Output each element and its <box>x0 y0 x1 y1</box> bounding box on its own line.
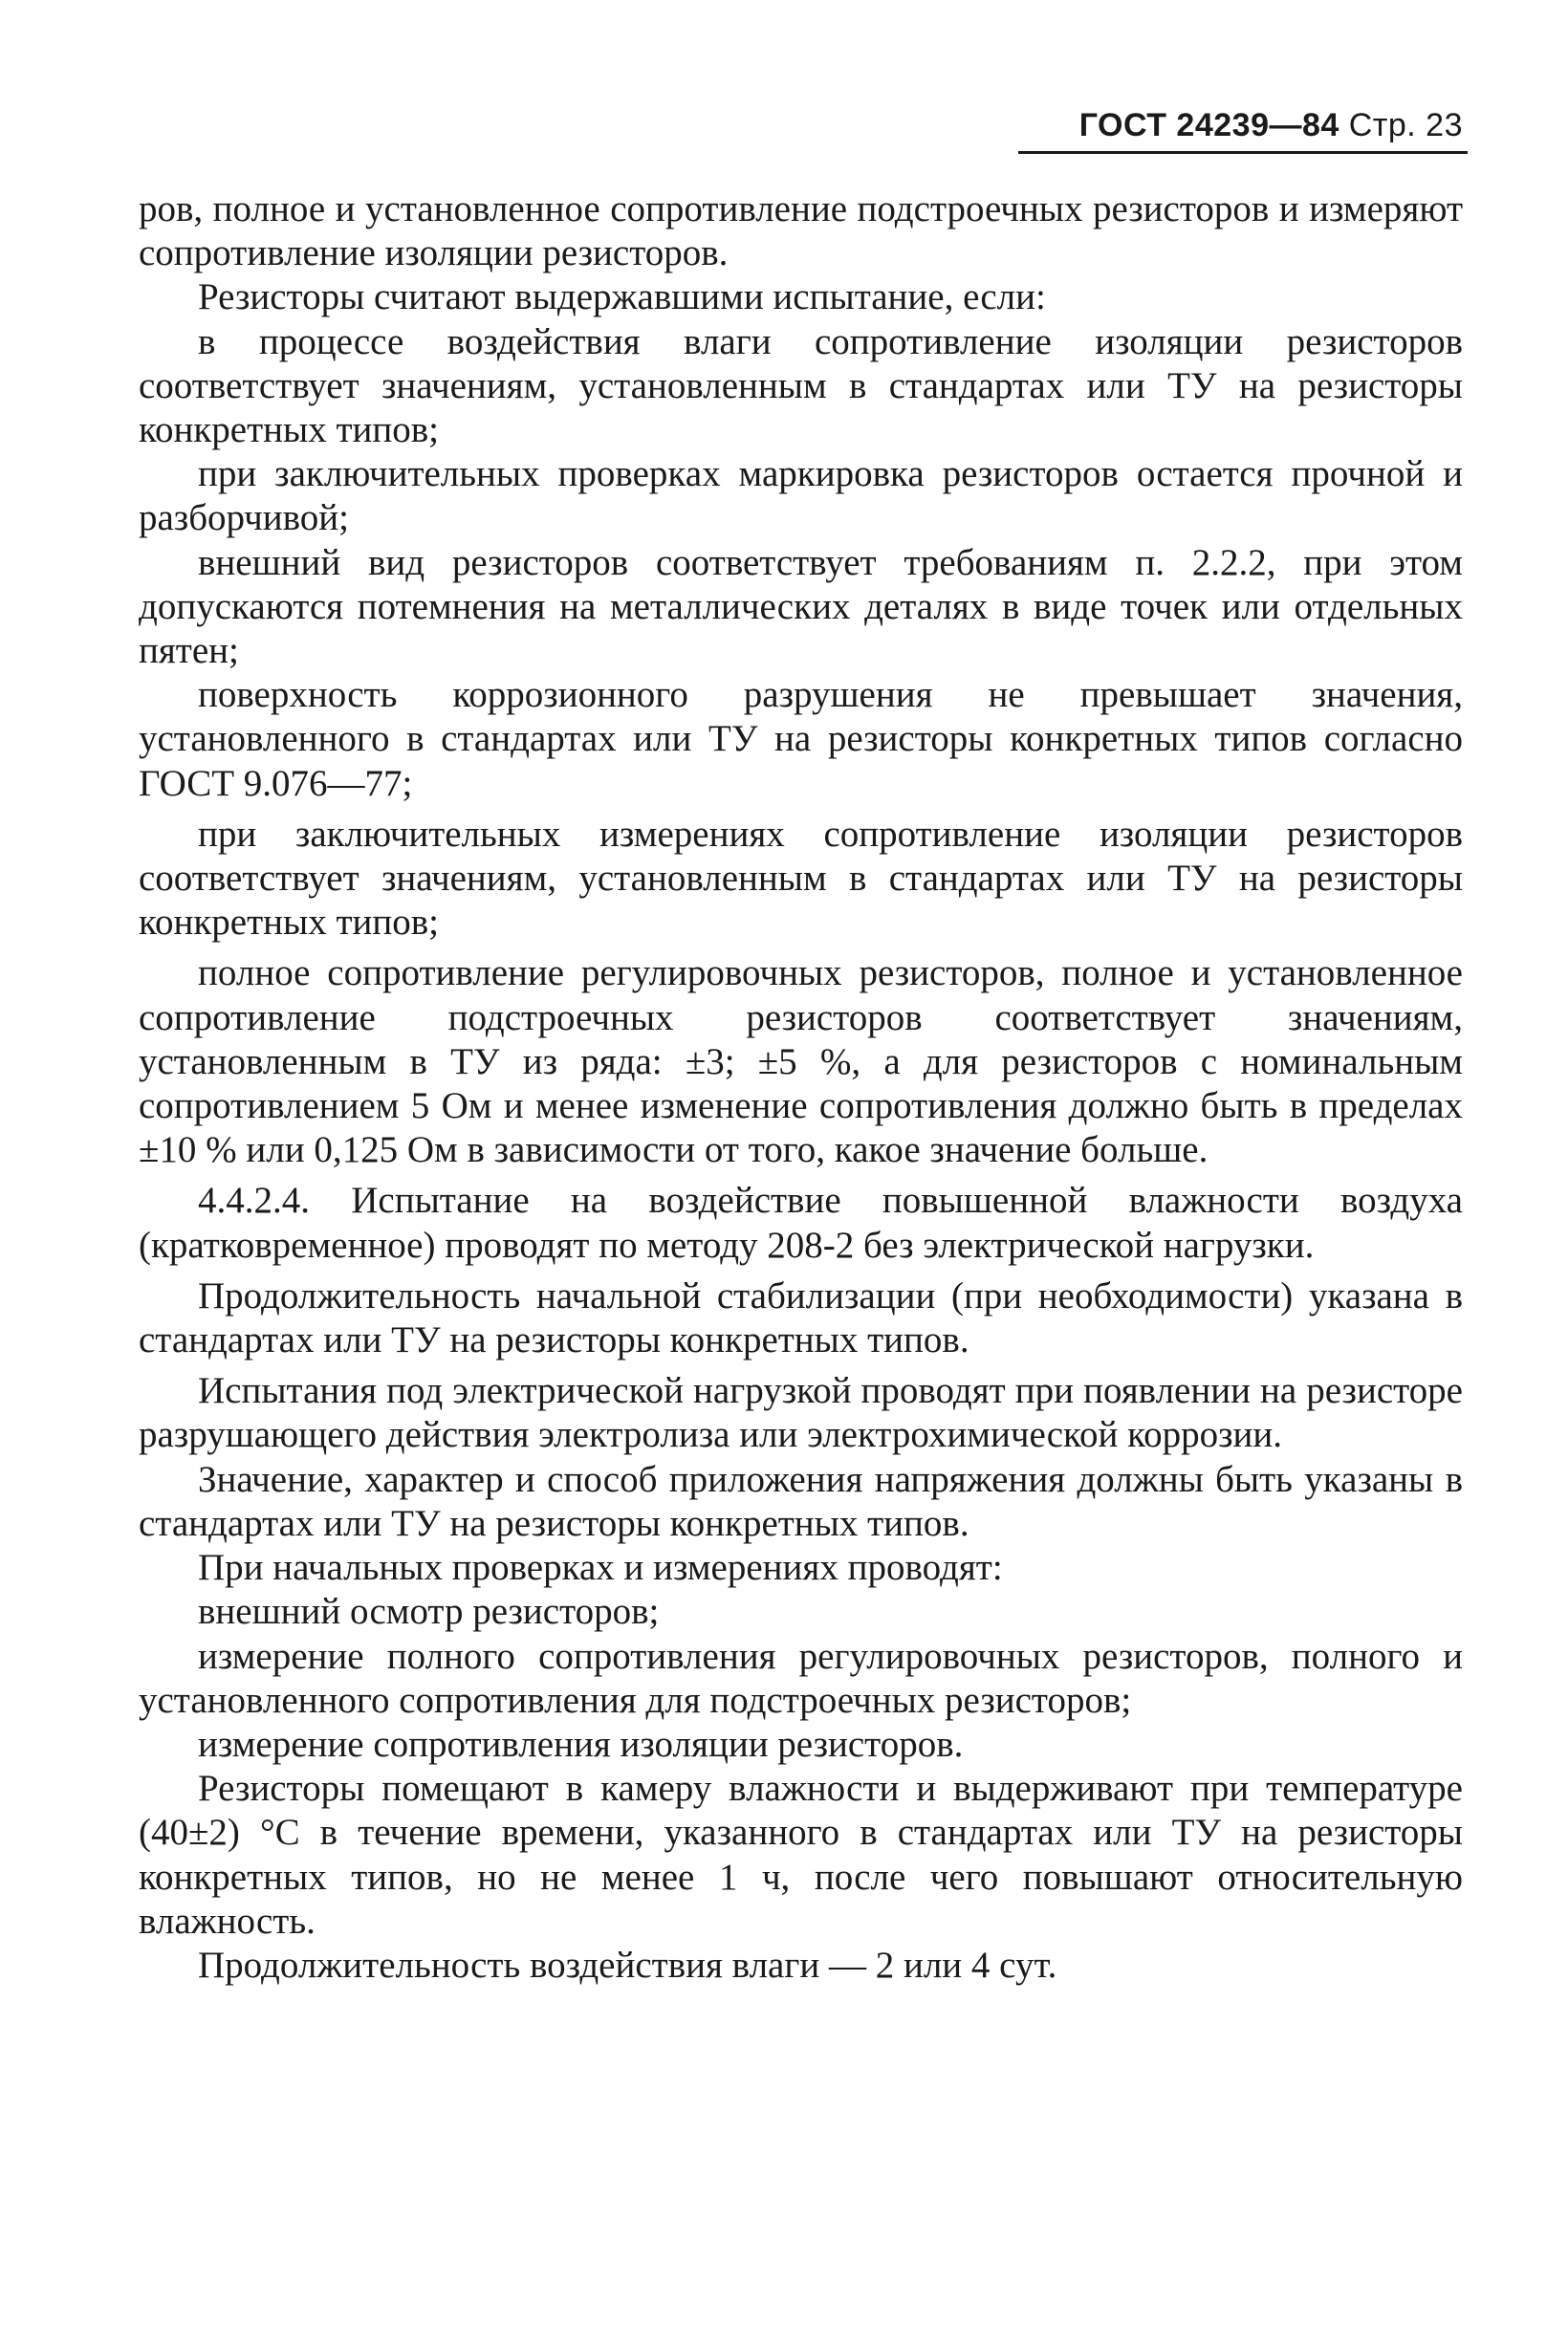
paragraph: При начальных проверках и измерениях проводят: <box>198 1547 1003 1589</box>
paragraph: измерение сопротивления изоляции резисторов. <box>198 1723 964 1765</box>
paragraph: внешний вид резисторов соответствует требованиям п. 2.2.2, при этом допускаются потемнения на металлических деталях в виде точек или отдельных пятен; <box>139 541 1463 672</box>
paragraph: ров, полное и установленное сопротивление подстроечных резисторов и измеряют сопротивление изоляции резисторов. <box>139 188 1463 274</box>
paragraph: поверхность коррозионного разрушения не превышает значения, установленного в стандартах или ТУ на резисторы конкретных типов согласно ГОСТ 9.076—77; <box>139 674 1463 804</box>
header-rule <box>1018 151 1468 154</box>
body-text <box>139 187 1463 1988</box>
paragraph: Испытания под электрической нагрузкой проводят при появлении на резисторе разрушающего действия электролиза или электрохимической коррозии. <box>139 1370 1463 1456</box>
paragraph: Значение, характер и способ приложения напряжения должны быть указаны в стандартах или ТУ на резисторы конкретных типов. <box>139 1458 1463 1544</box>
page-header <box>1079 107 1463 144</box>
paragraph: внешний осмотр резисторов; <box>198 1591 660 1633</box>
paragraph: Резисторы помещают в камеру влажности и выдерживают при температуре (40±2) °С в течение времени, указанного в стандартах или ТУ на резисторы конкретных типов, но не менее 1 ч, после чего повышают относительную влажность. <box>139 1768 1463 1942</box>
section-4-4-2-4: 4.4.2.4. Испытание на воздействие повышенной влажности воздуха (кратковременное) проводят по методу 208-2 без электрической нагрузки. <box>139 1180 1463 1266</box>
page-number: Стр. 23 <box>1348 107 1463 143</box>
paragraph: при заключительных проверках маркировка резисторов остается прочной и разборчивой; <box>139 453 1463 539</box>
paragraph: полное сопротивление регулировочных резисторов, полное и установленное сопротивление подстроечных резисторов соответствует значениям, установленным в ТУ из ряда: ±3; ±5 %, а для резисторов с номинальным сопротивлением 5 Ом и менее изменение сопротивления должно быть в пределах ±10 % или 0,125 Ом в зависимости от того, какое значение больше. <box>139 952 1463 1171</box>
standard-number: ГОСТ 24239—84 <box>1078 107 1339 143</box>
paragraph: измерение полного сопротивления регулировочных резисторов, полного и установленного сопротивления для подстроечных резисторов; <box>139 1635 1463 1721</box>
paragraph: Продолжительность начальной стабилизации (при необходимости) указана в стандартах или ТУ на резисторы конкретных типов. <box>139 1274 1463 1361</box>
paragraph: Продолжительность воздействия влаги — 2 или 4 сут. <box>198 1944 1057 1986</box>
paragraph: в процессе воздействия влаги сопротивление изоляции резисторов соответствует значениям, установленным в стандартах или ТУ на резисторы конкретных типов; <box>139 320 1463 451</box>
paragraph: Резисторы считают выдержавшими испытание, если: <box>198 276 1046 318</box>
paragraph: при заключительных измерениях сопротивление изоляции резисторов соответствует значениям, установленным в стандартах или ТУ на резисторы конкретных типов; <box>139 813 1463 944</box>
